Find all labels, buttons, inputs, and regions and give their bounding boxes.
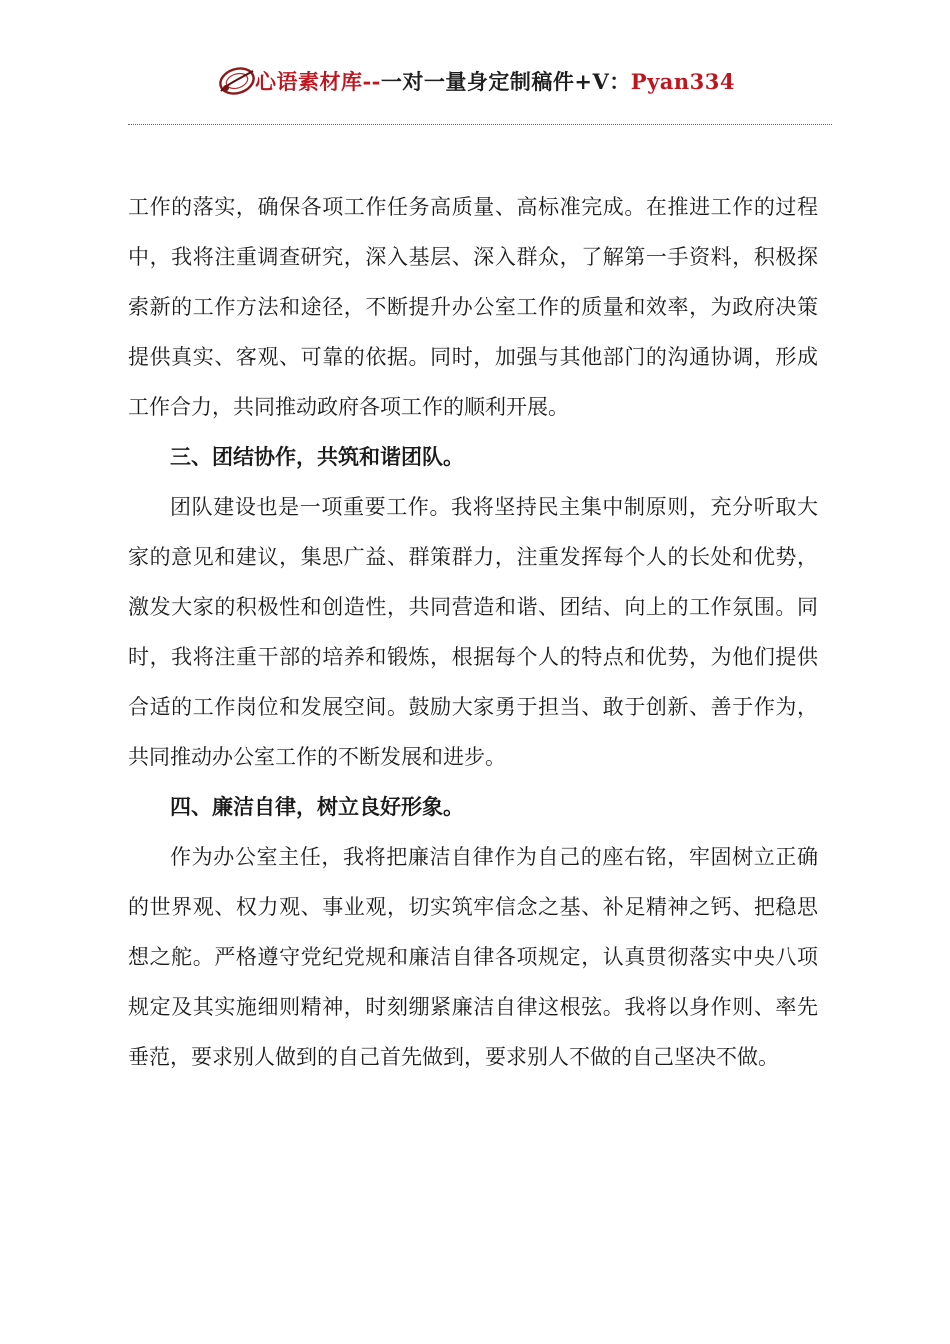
paragraph-team: 团队建设也是一项重要工作。我将坚持民主集中制原则，充分听取大家的意见和建议，集思广益、群策群力，注重发挥每个人的长处和优势，激发大家的积极性和创造性，共同营造和谐、团结、向上的工作氛围。同时，我将注重干部的培养和锻炼，根据每个人的特点和优势，为他们提供合适的工作岗位和发展空间。鼓励大家勇于担当、敢于创新、善于作为，共同推动办公室工作的不断发展和进步。 [128, 495, 818, 769]
section-heading-3: 三、团结协作，共筑和谐团队。 [170, 444, 464, 469]
header-brand-line [255, 66, 735, 96]
brand-slogan: 一对一量身定制稿件+V： [380, 69, 631, 94]
section-heading-4: 四、廉洁自律，树立良好形象。 [170, 794, 464, 819]
header-divider [128, 124, 832, 125]
page-header [0, 60, 950, 102]
paragraph-continued: 工作的落实，确保各项工作任务高质量、高标准完成。在推进工作的过程中，我将注重调查研究，深入基层、深入群众，了解第一手资料，积极探索新的工作方法和途径，不断提升办公室工作的质量和效率，为政府决策提供真实、客观、可靠的依据。同时，加强与其他部门的沟通协调，形成工作合力，共同推动政府各项工作的顺利开展。 [128, 195, 818, 419]
paragraph-integrity: 作为办公室主任，我将把廉洁自律作为自己的座右铭，牢固树立正确的世界观、权力观、事业观，切实筑牢信念之基、补足精神之钙、把稳思想之舵。严格遵守党纪党规和廉洁自律各项规定，认真贯彻落实中央八项规定及其实施细则精神，时刻绷紧廉洁自律这根弦。我将以身作则、率先垂范，要求别人做到的自己首先做到，要求别人不做的自己坚决不做。 [128, 845, 818, 1069]
document-body [128, 182, 818, 1082]
brand-logo-icon [215, 61, 257, 101]
brand-separator: -- [362, 69, 381, 94]
brand-contact-id: Pyan334 [630, 69, 736, 94]
brand-name: 心语素材库 [254, 69, 363, 94]
